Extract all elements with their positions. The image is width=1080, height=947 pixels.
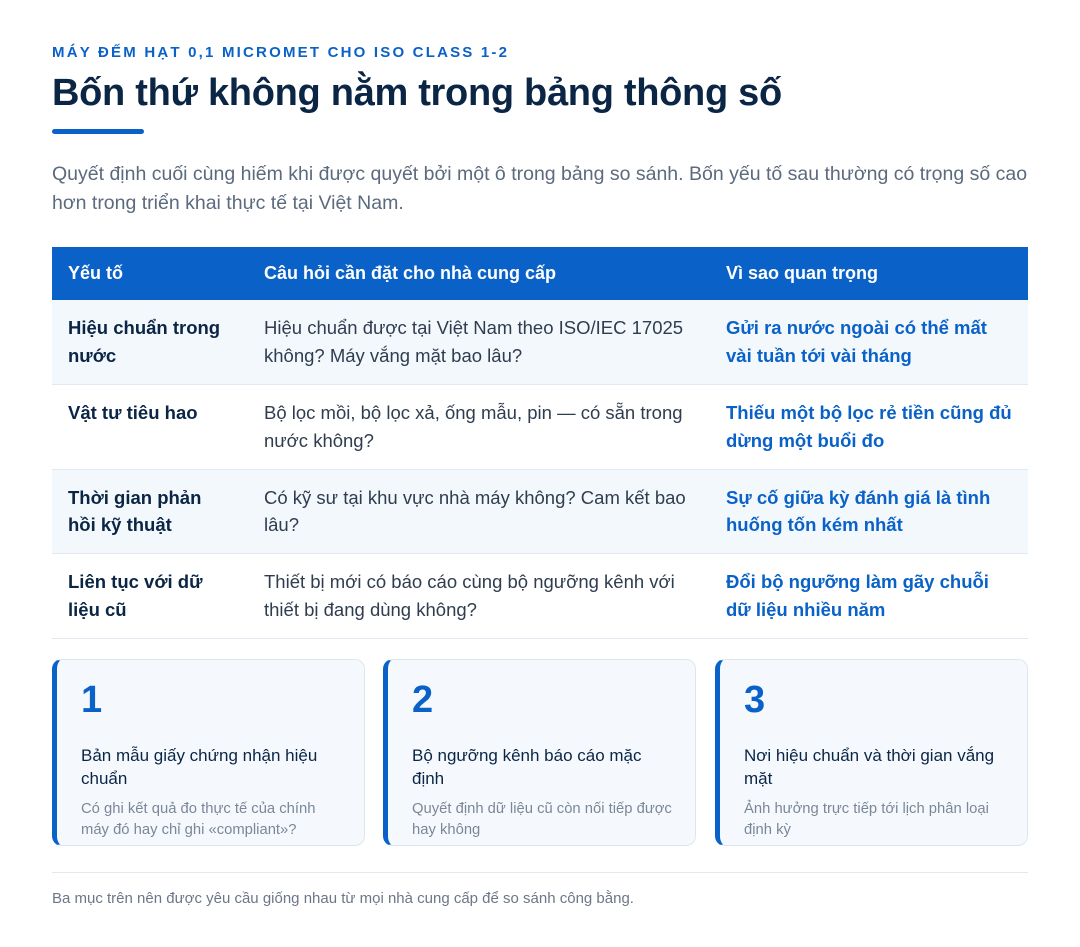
factor-cell: Hiệu chuẩn trong nước — [52, 300, 248, 385]
card-number: 1 — [81, 679, 103, 721]
card-number: 3 — [744, 679, 766, 721]
factors-table — [52, 247, 1028, 639]
card-description: Quyết định dữ liệu cũ còn nối tiếp được hay không — [412, 801, 672, 838]
question-cell: Hiệu chuẩn được tại Việt Nam theo ISO/IEC 17025 không? Máy vắng mặt bao lâu? — [248, 300, 710, 385]
table-header-row — [52, 247, 1028, 300]
footer-divider — [52, 872, 1028, 873]
table-row — [52, 554, 1028, 639]
card-title: Bộ ngưỡng kênh báo cáo mặc định — [412, 746, 642, 788]
card-title: Bản mẫu giấy chứng nhận hiệu chuẩn — [81, 746, 318, 788]
column-header-question: Câu hỏi cần đặt cho nhà cung cấp — [248, 247, 710, 300]
checklist-card — [52, 659, 365, 846]
footnote: Ba mục trên nên được yêu cầu giống nhau từ mọi nhà cung cấp để so sánh công bằng. — [52, 890, 634, 907]
card-description: Có ghi kết quả đo thực tế của chính máy đó hay chỉ ghi «compliant»? — [81, 801, 316, 838]
question-cell: Có kỹ sư tại khu vực nhà máy không? Cam kết bao lâu? — [248, 469, 710, 554]
question-cell: Thiết bị mới có báo cáo cùng bộ ngưỡng kênh với thiết bị đang dùng không? — [248, 554, 710, 639]
table-row — [52, 469, 1028, 554]
checklist-card — [383, 659, 696, 846]
why-cell: Sự cố giữa kỳ đánh giá là tình huống tốn kém nhất — [710, 469, 1028, 554]
card-number: 2 — [412, 679, 434, 721]
eyebrow: MÁY ĐẾM HẠT 0,1 MICROMET CHO ISO CLASS 1-2 — [52, 44, 510, 61]
card-title: Nơi hiệu chuẩn và thời gian vắng mặt — [744, 746, 995, 788]
factor-cell: Vật tư tiêu hao — [52, 385, 248, 470]
why-cell: Gửi ra nước ngoài có thể mất vài tuần tới vài tháng — [710, 300, 1028, 385]
column-header-why: Vì sao quan trọng — [710, 247, 1028, 300]
card-description: Ảnh hưởng trực tiếp tới lịch phân loại định kỳ — [744, 801, 989, 838]
intro-paragraph: Quyết định cuối cùng hiếm khi được quyết bởi một ô trong bảng so sánh. Bốn yếu tố sau thường có trọng số cao hơn trong triển khai thực tế tại Việt Nam. — [52, 163, 1028, 214]
checklist-cards — [52, 659, 1028, 846]
factor-cell: Liên tục với dữ liệu cũ — [52, 554, 248, 639]
checklist-card — [715, 659, 1028, 846]
title-underline — [52, 129, 144, 134]
column-header-factor: Yếu tố — [52, 247, 248, 300]
page-title: Bốn thứ không nằm trong bảng thông số — [52, 72, 782, 114]
factor-cell: Thời gian phản hồi kỹ thuật — [52, 469, 248, 554]
table-row — [52, 300, 1028, 385]
question-cell: Bộ lọc mồi, bộ lọc xả, ống mẫu, pin — có sẵn trong nước không? — [248, 385, 710, 470]
why-cell: Thiếu một bộ lọc rẻ tiền cũng đủ dừng một buổi đo — [710, 385, 1028, 470]
why-cell: Đổi bộ ngưỡng làm gãy chuỗi dữ liệu nhiều năm — [710, 554, 1028, 639]
table-row — [52, 385, 1028, 470]
